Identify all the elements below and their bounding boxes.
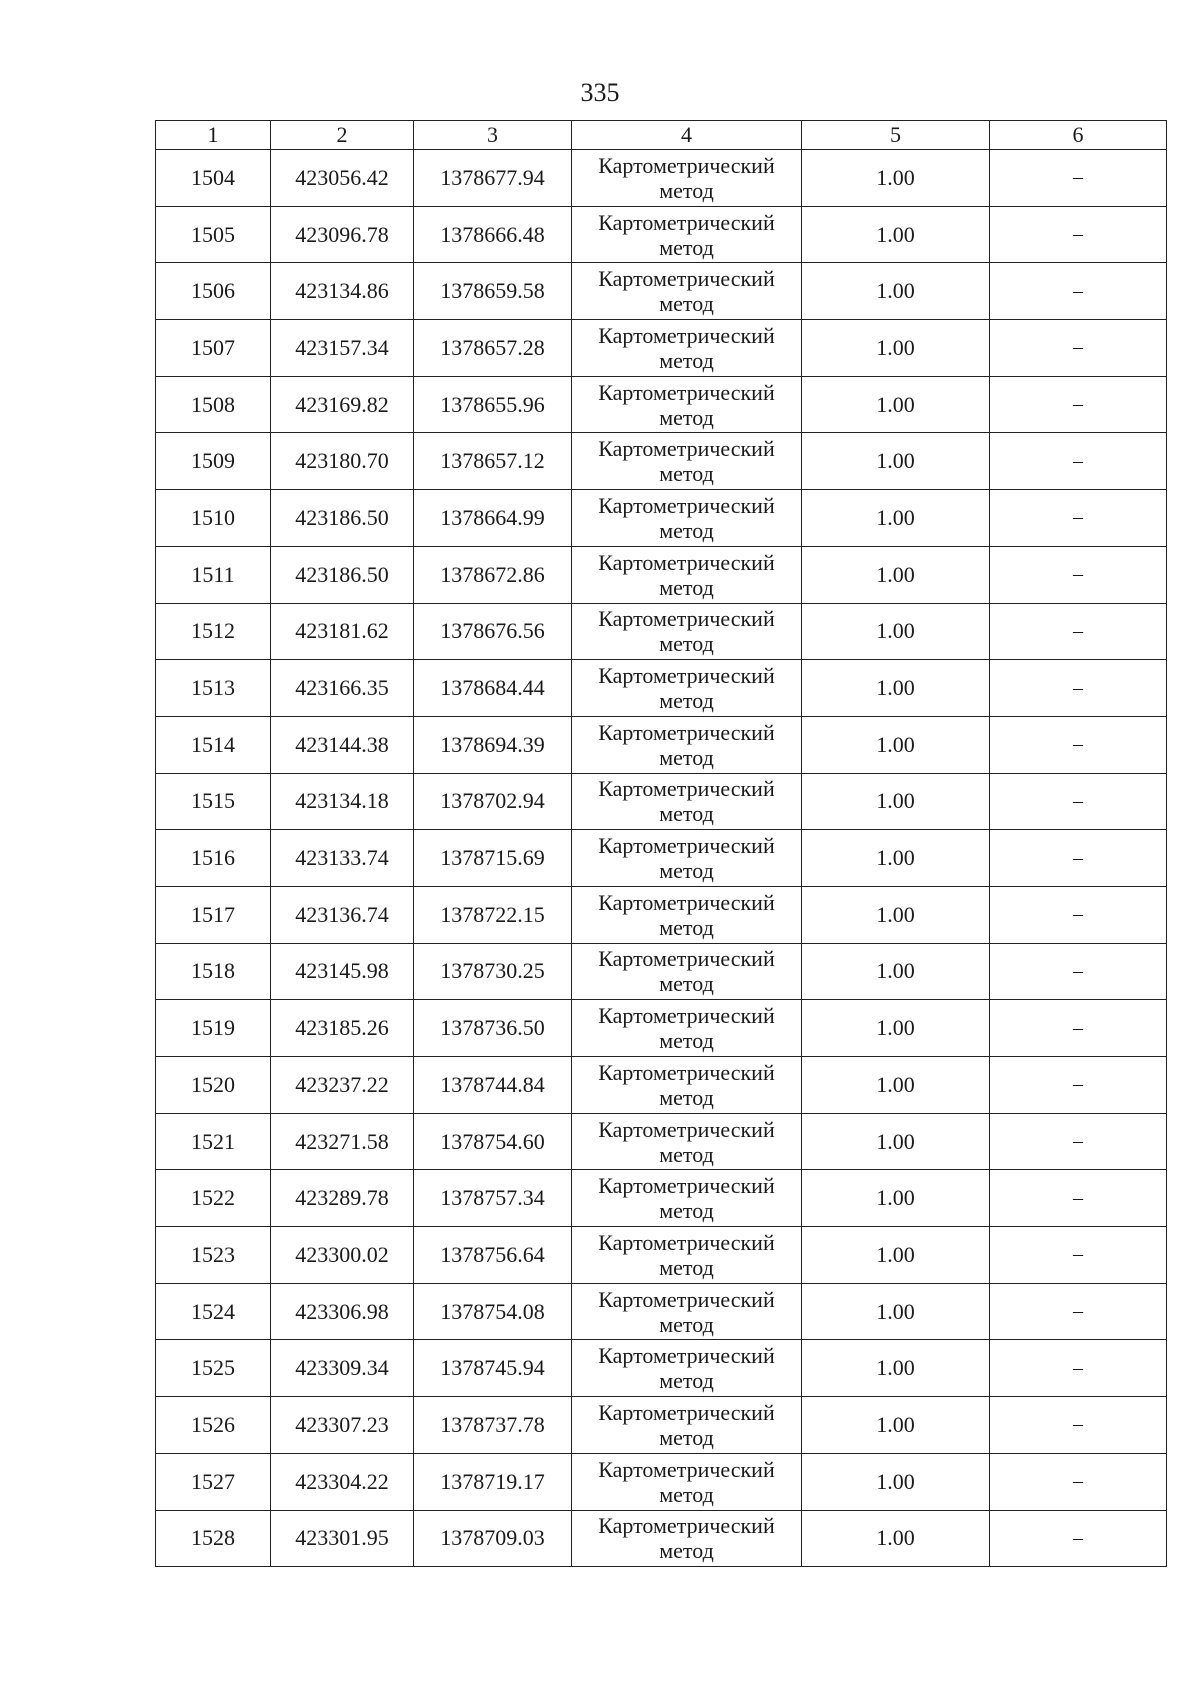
- method-cell: [572, 603, 802, 660]
- note-cell: –: [990, 1227, 1167, 1284]
- x-coordinate-cell: 423056.42: [271, 150, 414, 207]
- note-cell: –: [990, 320, 1167, 377]
- y-coordinate-cell: 1378745.94: [414, 1340, 572, 1397]
- note-cell: –: [990, 716, 1167, 773]
- y-coordinate-cell: 1378756.64: [414, 1227, 572, 1284]
- method-line-1: Картометрический: [598, 1229, 775, 1255]
- point-number-cell: 1523: [156, 1227, 271, 1284]
- point-number-cell: 1510: [156, 490, 271, 547]
- method-line-2: метод: [659, 688, 714, 714]
- accuracy-cell: 1.00: [802, 716, 990, 773]
- table-row: [156, 1453, 1167, 1510]
- point-number-cell: 1519: [156, 1000, 271, 1057]
- x-coordinate-cell: 423144.38: [271, 716, 414, 773]
- y-coordinate-cell: 1378709.03: [414, 1510, 572, 1567]
- table-header: [156, 121, 1167, 150]
- method-line-1: Картометрический: [598, 1059, 775, 1085]
- point-number-cell: 1514: [156, 716, 271, 773]
- method-line-1: Картометрический: [598, 776, 775, 802]
- note-cell: –: [990, 1170, 1167, 1227]
- y-coordinate-cell: 1378736.50: [414, 1000, 572, 1057]
- accuracy-cell: 1.00: [802, 943, 990, 1000]
- method-line-1: Картометрический: [598, 266, 775, 292]
- method-line-2: метод: [659, 971, 714, 997]
- point-number-cell: 1509: [156, 433, 271, 490]
- y-coordinate-cell: 1378722.15: [414, 886, 572, 943]
- method-cell: [572, 1510, 802, 1567]
- accuracy-cell: 1.00: [802, 1510, 990, 1567]
- method-line-1: Картометрический: [598, 379, 775, 405]
- accuracy-cell: 1.00: [802, 1453, 990, 1510]
- method-line-1: Картометрический: [598, 889, 775, 915]
- table-row: [156, 1000, 1167, 1057]
- note-cell: –: [990, 546, 1167, 603]
- note-cell: –: [990, 943, 1167, 1000]
- method-cell: [572, 830, 802, 887]
- accuracy-cell: 1.00: [802, 150, 990, 207]
- note-cell: –: [990, 1397, 1167, 1454]
- note-cell: –: [990, 1000, 1167, 1057]
- y-coordinate-cell: 1378754.08: [414, 1283, 572, 1340]
- y-coordinate-cell: 1378655.96: [414, 376, 572, 433]
- method-cell: [572, 150, 802, 207]
- method-line-1: Картометрический: [598, 1173, 775, 1199]
- table-row: [156, 1170, 1167, 1227]
- header-row: [156, 121, 1167, 150]
- method-line-1: Картометрический: [598, 1003, 775, 1029]
- accuracy-cell: 1.00: [802, 603, 990, 660]
- method-cell: [572, 773, 802, 830]
- method-line-2: метод: [659, 1084, 714, 1110]
- method-line-2: метод: [659, 517, 714, 543]
- column-header-4: 4: [572, 121, 802, 150]
- column-header-5: 5: [802, 121, 990, 150]
- point-number-cell: 1527: [156, 1453, 271, 1510]
- method-line-2: метод: [659, 858, 714, 884]
- method-line-2: метод: [659, 1028, 714, 1054]
- method-line-2: метод: [659, 801, 714, 827]
- table-body: [156, 150, 1167, 1567]
- accuracy-cell: 1.00: [802, 546, 990, 603]
- x-coordinate-cell: 423309.34: [271, 1340, 414, 1397]
- method-cell: [572, 1000, 802, 1057]
- method-cell: [572, 490, 802, 547]
- point-number-cell: 1513: [156, 660, 271, 717]
- point-number-cell: 1516: [156, 830, 271, 887]
- point-number-cell: 1520: [156, 1057, 271, 1114]
- x-coordinate-cell: 423185.26: [271, 1000, 414, 1057]
- table-row: [156, 1340, 1167, 1397]
- y-coordinate-cell: 1378694.39: [414, 716, 572, 773]
- y-coordinate-cell: 1378730.25: [414, 943, 572, 1000]
- point-number-cell: 1508: [156, 376, 271, 433]
- note-cell: –: [990, 660, 1167, 717]
- method-line-1: Картометрический: [598, 1399, 775, 1425]
- method-line-1: Картометрический: [598, 549, 775, 575]
- x-coordinate-cell: 423307.23: [271, 1397, 414, 1454]
- accuracy-cell: 1.00: [802, 320, 990, 377]
- method-line-1: Картометрический: [598, 1286, 775, 1312]
- method-line-1: Картометрический: [598, 719, 775, 745]
- x-coordinate-cell: 423271.58: [271, 1113, 414, 1170]
- note-cell: –: [990, 263, 1167, 320]
- method-line-2: метод: [659, 177, 714, 203]
- table-row: [156, 206, 1167, 263]
- method-line-2: метод: [659, 1198, 714, 1224]
- y-coordinate-cell: 1378666.48: [414, 206, 572, 263]
- method-line-1: Картометрический: [598, 1343, 775, 1369]
- x-coordinate-cell: 423157.34: [271, 320, 414, 377]
- y-coordinate-cell: 1378715.69: [414, 830, 572, 887]
- table-row: [156, 1227, 1167, 1284]
- table-row: [156, 943, 1167, 1000]
- method-line-1: Картометрический: [598, 209, 775, 235]
- point-number-cell: 1506: [156, 263, 271, 320]
- table-row: [156, 150, 1167, 207]
- table-row: [156, 433, 1167, 490]
- y-coordinate-cell: 1378659.58: [414, 263, 572, 320]
- point-number-cell: 1518: [156, 943, 271, 1000]
- table-row: [156, 1057, 1167, 1114]
- accuracy-cell: 1.00: [802, 1113, 990, 1170]
- method-line-1: Картометрический: [598, 1513, 775, 1539]
- page-number: 335: [580, 78, 620, 107]
- accuracy-cell: 1.00: [802, 1397, 990, 1454]
- method-cell: [572, 943, 802, 1000]
- column-header-2: 2: [271, 121, 414, 150]
- method-line-2: метод: [659, 461, 714, 487]
- point-number-cell: 1524: [156, 1283, 271, 1340]
- x-coordinate-cell: 423134.86: [271, 263, 414, 320]
- point-number-cell: 1512: [156, 603, 271, 660]
- accuracy-cell: 1.00: [802, 830, 990, 887]
- method-cell: [572, 1397, 802, 1454]
- method-line-2: метод: [659, 1311, 714, 1337]
- y-coordinate-cell: 1378744.84: [414, 1057, 572, 1114]
- method-cell: [572, 1283, 802, 1340]
- method-cell: [572, 1170, 802, 1227]
- y-coordinate-cell: 1378754.60: [414, 1113, 572, 1170]
- note-cell: –: [990, 603, 1167, 660]
- x-coordinate-cell: 423186.50: [271, 490, 414, 547]
- method-line-1: Картометрический: [598, 833, 775, 859]
- note-cell: –: [990, 376, 1167, 433]
- y-coordinate-cell: 1378719.17: [414, 1453, 572, 1510]
- table-row: [156, 1397, 1167, 1454]
- method-line-1: Картометрический: [598, 436, 775, 462]
- method-line-2: метод: [659, 347, 714, 373]
- method-line-1: Картометрический: [598, 606, 775, 632]
- accuracy-cell: 1.00: [802, 1170, 990, 1227]
- method-line-2: метод: [659, 1481, 714, 1507]
- x-coordinate-cell: 423237.22: [271, 1057, 414, 1114]
- accuracy-cell: 1.00: [802, 1340, 990, 1397]
- accuracy-cell: 1.00: [802, 773, 990, 830]
- note-cell: –: [990, 1057, 1167, 1114]
- method-line-2: метод: [659, 1424, 714, 1450]
- method-line-1: Картометрический: [598, 946, 775, 972]
- method-line-2: метод: [659, 1538, 714, 1564]
- method-line-2: метод: [659, 1254, 714, 1280]
- note-cell: –: [990, 150, 1167, 207]
- table-row: [156, 263, 1167, 320]
- coordinates-table: [155, 120, 1167, 1567]
- accuracy-cell: 1.00: [802, 1057, 990, 1114]
- table-row: [156, 660, 1167, 717]
- method-cell: [572, 660, 802, 717]
- accuracy-cell: 1.00: [802, 490, 990, 547]
- x-coordinate-cell: 423289.78: [271, 1170, 414, 1227]
- method-line-2: метод: [659, 1368, 714, 1394]
- x-coordinate-cell: 423301.95: [271, 1510, 414, 1567]
- column-header-3: 3: [414, 121, 572, 150]
- method-cell: [572, 1057, 802, 1114]
- method-line-1: Картометрический: [598, 1116, 775, 1142]
- method-line-2: метод: [659, 631, 714, 657]
- x-coordinate-cell: 423166.35: [271, 660, 414, 717]
- table-row: [156, 603, 1167, 660]
- method-line-2: метод: [659, 574, 714, 600]
- note-cell: –: [990, 830, 1167, 887]
- y-coordinate-cell: 1378676.56: [414, 603, 572, 660]
- table-row: [156, 1510, 1167, 1567]
- method-line-2: метод: [659, 914, 714, 940]
- column-header-6: 6: [990, 121, 1167, 150]
- note-cell: –: [990, 1340, 1167, 1397]
- point-number-cell: 1522: [156, 1170, 271, 1227]
- x-coordinate-cell: 423096.78: [271, 206, 414, 263]
- y-coordinate-cell: 1378757.34: [414, 1170, 572, 1227]
- x-coordinate-cell: 423133.74: [271, 830, 414, 887]
- note-cell: –: [990, 886, 1167, 943]
- table-row: [156, 546, 1167, 603]
- method-line-2: метод: [659, 1141, 714, 1167]
- point-number-cell: 1525: [156, 1340, 271, 1397]
- accuracy-cell: 1.00: [802, 660, 990, 717]
- note-cell: –: [990, 1283, 1167, 1340]
- table-row: [156, 490, 1167, 547]
- method-line-1: Картометрический: [598, 663, 775, 689]
- method-cell: [572, 1453, 802, 1510]
- note-cell: –: [990, 206, 1167, 263]
- method-cell: [572, 886, 802, 943]
- x-coordinate-cell: 423136.74: [271, 886, 414, 943]
- method-cell: [572, 263, 802, 320]
- method-line-2: метод: [659, 404, 714, 430]
- y-coordinate-cell: 1378657.12: [414, 433, 572, 490]
- y-coordinate-cell: 1378677.94: [414, 150, 572, 207]
- x-coordinate-cell: 423134.18: [271, 773, 414, 830]
- table-row: [156, 830, 1167, 887]
- point-number-cell: 1521: [156, 1113, 271, 1170]
- method-line-2: метод: [659, 744, 714, 770]
- point-number-cell: 1515: [156, 773, 271, 830]
- accuracy-cell: 1.00: [802, 433, 990, 490]
- table-row: [156, 886, 1167, 943]
- table-row: [156, 376, 1167, 433]
- method-line-2: метод: [659, 291, 714, 317]
- method-cell: [572, 206, 802, 263]
- column-header-1: 1: [156, 121, 271, 150]
- table-row: [156, 716, 1167, 773]
- note-cell: –: [990, 1113, 1167, 1170]
- y-coordinate-cell: 1378664.99: [414, 490, 572, 547]
- point-number-cell: 1507: [156, 320, 271, 377]
- point-number-cell: 1526: [156, 1397, 271, 1454]
- y-coordinate-cell: 1378672.86: [414, 546, 572, 603]
- point-number-cell: 1528: [156, 1510, 271, 1567]
- y-coordinate-cell: 1378657.28: [414, 320, 572, 377]
- accuracy-cell: 1.00: [802, 886, 990, 943]
- point-number-cell: 1505: [156, 206, 271, 263]
- method-cell: [572, 1113, 802, 1170]
- x-coordinate-cell: 423300.02: [271, 1227, 414, 1284]
- point-number-cell: 1511: [156, 546, 271, 603]
- accuracy-cell: 1.00: [802, 1283, 990, 1340]
- note-cell: –: [990, 1510, 1167, 1567]
- method-line-1: Картометрический: [598, 322, 775, 348]
- note-cell: –: [990, 773, 1167, 830]
- note-cell: –: [990, 490, 1167, 547]
- accuracy-cell: 1.00: [802, 1227, 990, 1284]
- y-coordinate-cell: 1378737.78: [414, 1397, 572, 1454]
- table-row: [156, 320, 1167, 377]
- table-row: [156, 1113, 1167, 1170]
- method-cell: [572, 433, 802, 490]
- method-cell: [572, 320, 802, 377]
- method-cell: [572, 1227, 802, 1284]
- table-row: [156, 773, 1167, 830]
- note-cell: –: [990, 433, 1167, 490]
- method-cell: [572, 716, 802, 773]
- method-cell: [572, 376, 802, 433]
- x-coordinate-cell: 423180.70: [271, 433, 414, 490]
- point-number-cell: 1517: [156, 886, 271, 943]
- method-line-1: Картометрический: [598, 492, 775, 518]
- method-line-1: Картометрический: [598, 152, 775, 178]
- method-cell: [572, 1340, 802, 1397]
- table-row: [156, 1283, 1167, 1340]
- x-coordinate-cell: 423304.22: [271, 1453, 414, 1510]
- accuracy-cell: 1.00: [802, 263, 990, 320]
- method-cell: [572, 546, 802, 603]
- note-cell: –: [990, 1453, 1167, 1510]
- method-line-2: метод: [659, 234, 714, 260]
- x-coordinate-cell: 423181.62: [271, 603, 414, 660]
- point-number-cell: 1504: [156, 150, 271, 207]
- y-coordinate-cell: 1378702.94: [414, 773, 572, 830]
- x-coordinate-cell: 423145.98: [271, 943, 414, 1000]
- accuracy-cell: 1.00: [802, 376, 990, 433]
- y-coordinate-cell: 1378684.44: [414, 660, 572, 717]
- accuracy-cell: 1.00: [802, 1000, 990, 1057]
- accuracy-cell: 1.00: [802, 206, 990, 263]
- x-coordinate-cell: 423169.82: [271, 376, 414, 433]
- x-coordinate-cell: 423186.50: [271, 546, 414, 603]
- method-line-1: Картометрический: [598, 1456, 775, 1482]
- x-coordinate-cell: 423306.98: [271, 1283, 414, 1340]
